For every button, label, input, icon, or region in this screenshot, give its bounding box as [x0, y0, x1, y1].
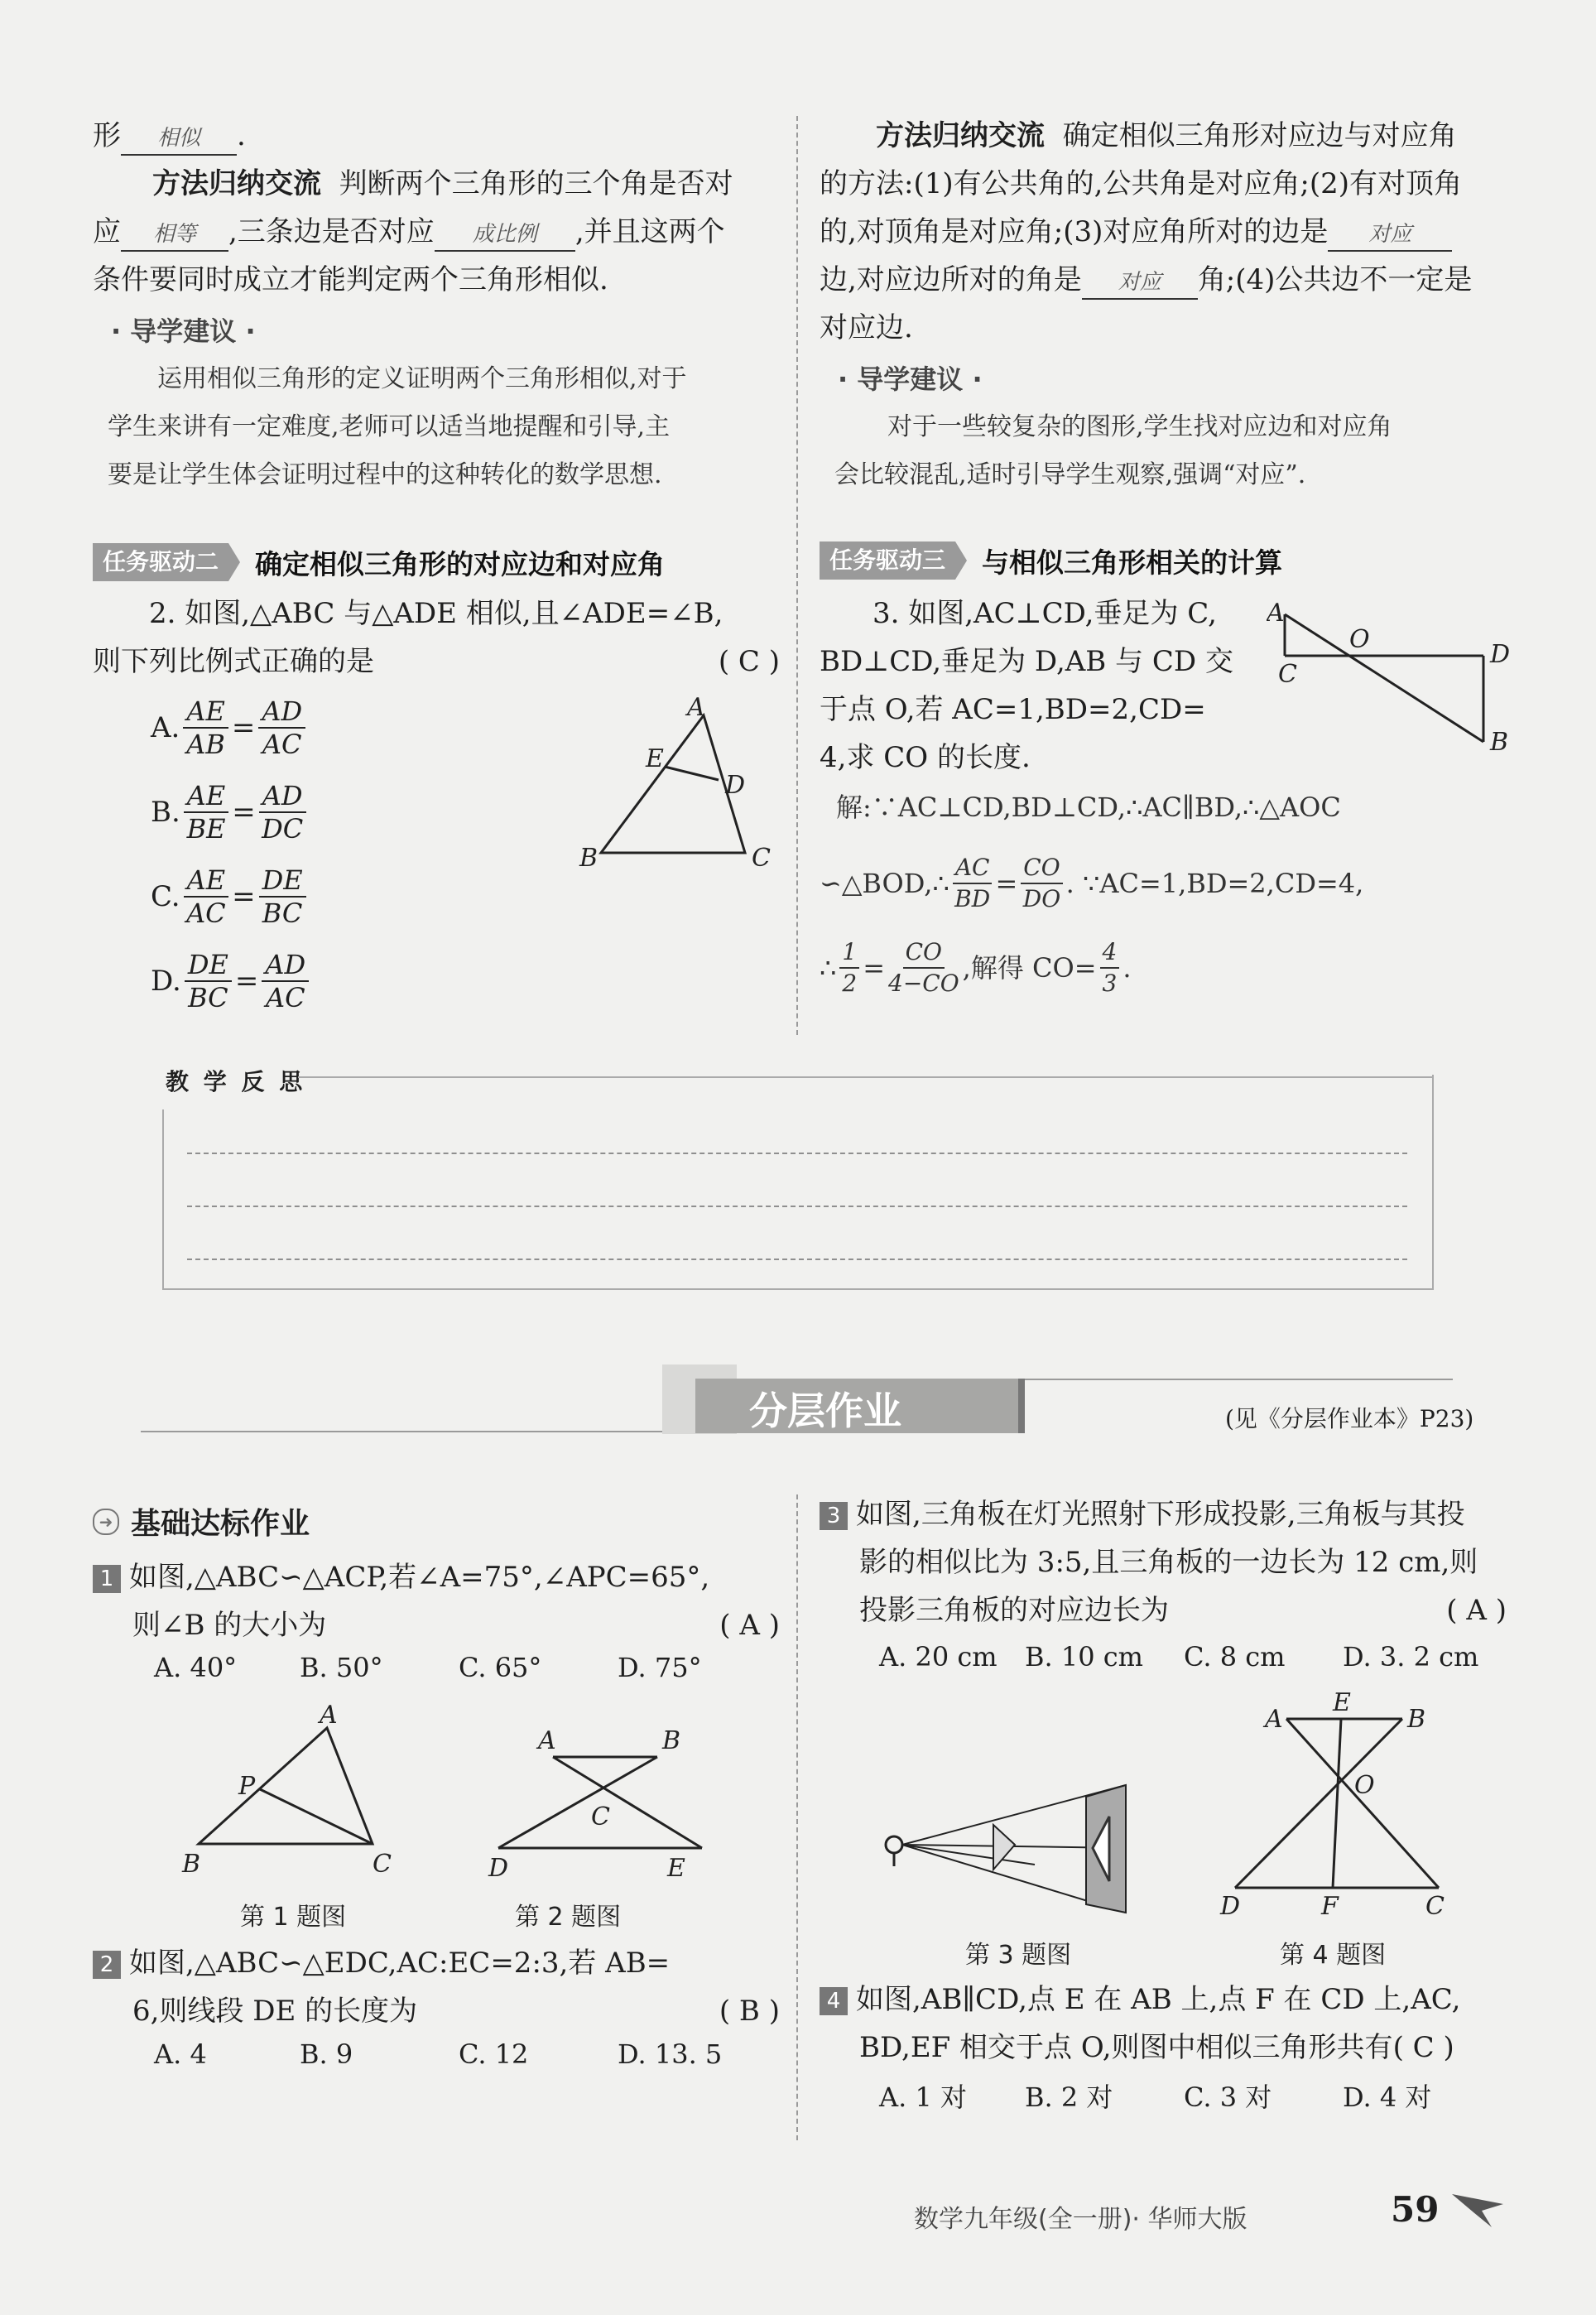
guide-title-left: · 导学建议 ·	[111, 315, 256, 347]
right-line-1	[820, 112, 1507, 160]
label-b: B	[579, 844, 598, 873]
guide-line: 会比较混乱,适时引导学生观察,强调“对应”.	[834, 460, 1306, 489]
segment-ac	[1286, 1719, 1439, 1888]
denominator: AC	[265, 982, 305, 1013]
fraction	[258, 695, 305, 760]
option-d: D. $\frac{DE}{BC}$ = $\frac{AD}{AC}$	[151, 949, 312, 1013]
label-c: C	[1278, 660, 1297, 689]
label-p: P	[238, 1772, 256, 1801]
reflection-writing-line	[187, 1153, 1407, 1154]
label-b: B	[182, 1850, 201, 1879]
option: D. 75°	[618, 1652, 702, 1683]
method-text: 确定相似三角形对应边与对应角	[1062, 119, 1457, 152]
denominator: 2	[842, 970, 858, 997]
column-divider-top	[796, 116, 798, 1035]
banner-line-left	[141, 1431, 671, 1432]
question-number: 4	[820, 1987, 848, 2015]
lamp-icon	[886, 1836, 902, 1853]
label-e: E	[1333, 1689, 1351, 1717]
question-line: BD⊥CD,垂足为 D,AB 与 CD 交	[820, 645, 1233, 678]
text-mid: ,三条边是否对应	[228, 215, 435, 248]
option-b: B. $\frac{AE}{BE}$ = $\frac{AD}{DC}$	[151, 780, 310, 845]
figure-4	[1209, 1689, 1473, 1929]
label-c: C	[1425, 1892, 1445, 1921]
question-text: 如图,△ABC∽△EDC,AC:EC=2:3,若 AB=	[129, 1947, 671, 1980]
task2-question	[93, 590, 780, 686]
homework-banner-title: 分层作业	[749, 1389, 901, 1433]
question-4	[820, 1976, 1507, 2072]
question-text: 如图,三角板在灯光照射下形成投影,三角板与其投	[856, 1498, 1465, 1531]
solution-line-3: ∴ $\frac{1}{2}$ = $\frac{CO}{4-CO}$ ,解得 CO= $\frac{4}{3}$ .	[820, 938, 1132, 997]
segment-ab	[1285, 614, 1483, 742]
triangle-abc	[601, 715, 745, 853]
text-prefix: 应	[93, 215, 121, 248]
question-text: 如图,AB∥CD,点 E 在 AB 上,点 F 在 CD 上,AC,	[856, 1983, 1461, 2016]
label-c: C	[752, 844, 771, 873]
task2-triangle-figure	[571, 695, 786, 878]
right-line-5: 对应边.	[820, 311, 913, 344]
question-text: BD,EF 相交于点 O,则图中相似三角形共有	[859, 2031, 1393, 2064]
segment-ed	[665, 767, 719, 780]
label-a: A	[1267, 599, 1285, 628]
arrow-icon: ➜	[93, 1509, 119, 1535]
option: D. 3. 2 cm	[1343, 1641, 1479, 1672]
method-label: 方法归纳交流	[876, 119, 1045, 152]
question-line: 于点 O,若 AC=1,BD=2,CD=	[820, 693, 1206, 726]
answer-a: ( A )	[1446, 1594, 1507, 1627]
reflection-title: 教 学 反 思	[166, 1068, 306, 1095]
left-method-block	[93, 112, 780, 499]
task3-title: 与相似三角形相关的计算	[982, 546, 1283, 579]
numerator: AD	[258, 695, 305, 729]
text-prefix: 形	[93, 119, 121, 152]
numerator: DE	[259, 864, 306, 898]
task-arrow-icon	[228, 543, 240, 581]
caption-fig2: 第 2 题图	[515, 1903, 622, 1932]
guide-text-right	[820, 403, 1507, 499]
fraction	[183, 695, 228, 760]
question-line	[820, 2024, 1507, 2072]
label-a: A	[687, 695, 705, 722]
label-o: O	[1354, 1771, 1375, 1800]
option: D. 13. 5	[618, 2038, 723, 2070]
right-line-2: 的方法:(1)有公共角的,公共角是对应角;(2)有对顶角	[820, 167, 1463, 200]
caption-fig4: 第 4 题图	[1280, 1941, 1387, 1970]
question-number: 2	[93, 1951, 121, 1979]
bird-icon	[1449, 2186, 1508, 2232]
guide-line: 运用相似三角形的定义证明两个三角形相似,对于	[157, 364, 687, 393]
question-line	[820, 1586, 1507, 1634]
reflection-frame	[162, 1075, 1434, 1290]
segment-ef	[1333, 1719, 1341, 1888]
label-b: B	[1490, 728, 1509, 757]
q2-options	[154, 2038, 722, 2070]
text-suffix: 角;(4)公共边不一定是	[1197, 263, 1473, 296]
solution-text: ∽△BOD,∴	[820, 868, 949, 899]
option: C. 65°	[459, 1652, 542, 1683]
guide-title-right: · 导学建议 ·	[838, 363, 983, 395]
denominator: DO	[1022, 885, 1061, 912]
task3-figure	[1267, 596, 1515, 762]
segment-pc	[260, 1789, 373, 1844]
text-prefix: 边,对应边所对的角是	[820, 263, 1082, 296]
question-line: 4,求 CO 的长度.	[820, 741, 1031, 774]
question-number: 3	[820, 1502, 848, 1530]
label-d: D	[1490, 640, 1511, 669]
text-suffix: .	[237, 119, 246, 152]
solution-text: .	[1122, 952, 1132, 984]
solution-line-1	[836, 788, 1341, 826]
light-ray	[902, 1845, 1035, 1865]
denominator: 4−CO	[888, 970, 959, 997]
numerator: AE	[184, 780, 228, 813]
denominator: BC	[188, 982, 228, 1013]
solution-text: 解:∵AC⊥CD,BD⊥CD,∴AC∥BD,∴△AOC	[836, 792, 1341, 823]
option-c: C. $\frac{AE}{AC}$ = $\frac{DE}{BC}$	[151, 864, 310, 929]
numerator: 1	[839, 937, 859, 969]
numerator: CO	[903, 937, 945, 969]
numerator: AD	[259, 780, 306, 813]
answer-blank-equal: 相等	[121, 219, 228, 252]
guide-line: 学生来讲有一定难度,老师可以适当地提醒和引导,主	[108, 412, 671, 441]
fraction	[184, 864, 228, 929]
label-a: A	[1265, 1705, 1283, 1734]
left-line-1	[93, 112, 780, 160]
numerator: CO	[1021, 853, 1062, 884]
right-line-4	[820, 256, 1507, 304]
answer-b: ( B )	[719, 1995, 780, 2028]
question-line	[820, 1490, 1507, 1538]
denominator: DC	[262, 813, 304, 845]
page-number: 59	[1391, 2189, 1440, 2230]
numerator: DE	[185, 949, 232, 982]
option-label: A.	[151, 711, 180, 744]
task3-header	[820, 541, 1282, 580]
question-1	[93, 1553, 780, 1649]
question-text: 则下列比例式正确的是	[93, 645, 374, 678]
task2-header	[93, 543, 665, 581]
question-line: 2. 如图,△ABC 与△ADE 相似,且∠ADE=∠B,	[149, 597, 723, 630]
question-text: 投影三角板的对应边长为	[859, 1594, 1169, 1627]
option: A. 1 对	[879, 2082, 967, 2113]
option: B. 9	[300, 2038, 353, 2070]
question-line: 影的相似比为 3:5,且三角板的一边长为 12 cm,则	[859, 1546, 1478, 1579]
figure-3	[869, 1772, 1142, 1929]
right-line-3	[820, 208, 1507, 256]
label-b: B	[662, 1726, 681, 1755]
question-text: 则∠B 的大小为	[132, 1609, 327, 1642]
fraction	[1021, 853, 1062, 914]
option-label: D.	[151, 965, 181, 998]
answer-a: ( A )	[719, 1609, 780, 1642]
option-label: B.	[151, 796, 180, 829]
option: B. 10 cm	[1025, 1641, 1144, 1672]
fraction	[888, 937, 959, 999]
guide-text-left	[93, 355, 780, 499]
question-number: 1	[93, 1565, 121, 1593]
guide-line: 对于一些较复杂的图形,学生找对应边和对应角	[887, 412, 1392, 441]
option: A. 20 cm	[879, 1641, 997, 1672]
segment-bd	[1235, 1719, 1402, 1888]
fraction	[262, 949, 309, 1013]
numerator: AC	[953, 853, 993, 884]
option-label: C.	[151, 880, 180, 913]
question-line: 3. 如图,AC⊥CD,垂足为 C,	[873, 597, 1217, 630]
section-title-text: 基础达标作业	[131, 1507, 310, 1541]
denominator: BC	[262, 898, 303, 929]
denominator: AC	[186, 898, 226, 929]
fraction	[1100, 937, 1120, 999]
option: A. 4	[154, 2038, 207, 2070]
q3-options	[879, 1641, 1478, 1672]
denominator: AC	[262, 729, 302, 760]
column-divider-bottom	[796, 1494, 798, 2140]
reflection-writing-line	[187, 1206, 1407, 1207]
method-label: 方法归纳交流	[152, 167, 321, 200]
task2-title: 确定相似三角形的对应边和对应角	[255, 547, 666, 580]
label-e: E	[667, 1854, 685, 1883]
answer-blank-angle: 对应	[1082, 267, 1198, 300]
caption-fig1: 第 1 题图	[240, 1903, 347, 1932]
answer-c: ( C )	[718, 645, 780, 678]
question-text: 6,则线段 DE 的长度为	[132, 1995, 418, 2028]
denominator: 3	[1102, 970, 1118, 997]
fraction	[184, 780, 228, 845]
task2-tag: 任务驱动二	[93, 543, 228, 581]
label-f: F	[1321, 1892, 1339, 1921]
answer-blank-side: 对应	[1328, 219, 1452, 252]
denominator: BE	[186, 813, 226, 845]
text-prefix: 的,对顶角是对应角;(3)对应角所对的边是	[820, 215, 1329, 248]
option: A. 40°	[154, 1652, 238, 1683]
label-c: C	[591, 1802, 610, 1831]
fraction	[259, 864, 306, 929]
option: D. 4 对	[1343, 2082, 1432, 2113]
question-line	[820, 1976, 1507, 2024]
label-c: C	[373, 1850, 392, 1879]
figure-2	[480, 1722, 728, 1888]
answer-blank-similar: 相似	[121, 123, 237, 156]
left-line-2	[93, 160, 780, 208]
question-line	[93, 1553, 780, 1601]
denominator: BD	[954, 885, 991, 912]
left-line-3	[93, 208, 780, 256]
option: C. 12	[459, 2038, 529, 2070]
option: C. 8 cm	[1184, 1641, 1286, 1672]
question-line	[93, 1601, 780, 1649]
method-text: 判断两个三角形的三个角是否对	[339, 167, 733, 200]
q1-options	[154, 1652, 702, 1683]
homework-reference: (见《分层作业本》P23)	[1225, 1405, 1474, 1432]
fraction	[185, 949, 232, 1013]
task3-tag: 任务驱动三	[820, 541, 955, 580]
numerator: AE	[183, 695, 228, 729]
figure-1	[174, 1701, 406, 1884]
option: B. 50°	[300, 1652, 383, 1683]
solution-text: ∴	[820, 952, 837, 984]
task-arrow-icon	[955, 541, 967, 580]
question-text: 如图,△ABC∽△ACP,若∠A=75°,∠APC=65°,	[129, 1561, 710, 1594]
question-line	[93, 1987, 780, 2035]
question-line	[93, 638, 780, 686]
solution-line-2: ∽△BOD,∴ $\frac{AC}{BD}$ = $\frac{CO}{DO}$ . ∵AC=1,BD=2,CD=4,	[820, 854, 1364, 912]
option: C. 3 对	[1184, 2082, 1272, 2113]
label-a: A	[538, 1726, 556, 1755]
fraction	[259, 780, 306, 845]
label-b: B	[1407, 1705, 1426, 1734]
triangle-abc	[199, 1728, 373, 1844]
denominator: AB	[186, 729, 225, 760]
section-title	[93, 1500, 310, 1543]
option-a: A. $\frac{AE}{AB}$ = $\frac{AD}{AC}$	[151, 695, 309, 760]
label-o: O	[1349, 625, 1370, 654]
question-line	[93, 1939, 780, 1987]
numerator: AD	[262, 949, 309, 982]
left-line-4: 条件要同时成立才能判定两个三角形相似.	[93, 263, 608, 296]
question-2	[93, 1939, 780, 2035]
right-method-block	[820, 112, 1507, 499]
text-suffix: ,并且这两个	[574, 215, 725, 248]
label-d: D	[1220, 1892, 1241, 1921]
guide-line: 要是让学生体会证明过程中的这种转化的数学思想.	[108, 460, 662, 489]
answer-blank-ratio: 成比例	[435, 219, 575, 252]
option: B. 2 对	[1025, 2082, 1113, 2113]
question-3	[820, 1490, 1507, 1634]
reflection-top-line	[298, 1076, 1432, 1078]
label-d: D	[725, 771, 746, 800]
label-e: E	[646, 744, 664, 773]
numerator: 4	[1100, 937, 1120, 969]
fraction	[839, 937, 859, 999]
solution-text: ,解得 CO=	[962, 952, 1097, 984]
footer-book-title: 数学九年级(全一册)· 华师大版	[914, 2205, 1247, 2234]
fraction	[953, 853, 993, 914]
caption-fig3: 第 3 题图	[965, 1941, 1072, 1970]
solution-text: . ∵AC=1,BD=2,CD=4,	[1065, 868, 1364, 899]
segment-bd	[498, 1757, 657, 1848]
q4-options	[879, 2077, 1431, 2115]
label-d: D	[488, 1854, 509, 1883]
reflection-writing-line	[187, 1259, 1407, 1260]
answer-c: ( C )	[1392, 2031, 1454, 2064]
task3-question	[820, 590, 1283, 782]
label-a: A	[320, 1701, 338, 1730]
reflection-left-line	[162, 1109, 164, 1290]
numerator: AE	[184, 864, 228, 898]
triangle-board	[993, 1825, 1015, 1870]
